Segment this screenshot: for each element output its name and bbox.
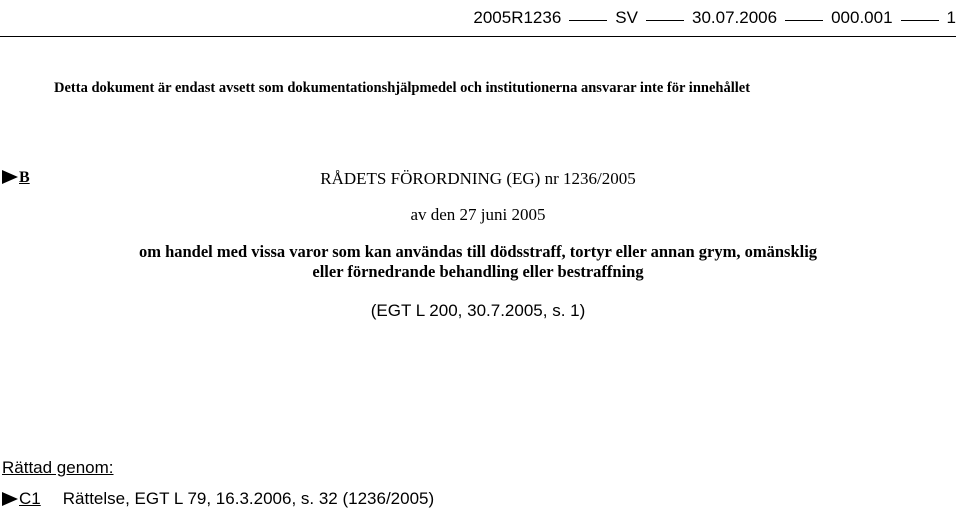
correction-text: Rättelse, EGT L 79, 16.3.2006, s. 32 (1236/2005)	[62, 489, 435, 508]
celex-number: 2005R1236	[473, 8, 562, 27]
header-separator	[785, 20, 823, 21]
correction-item	[2, 489, 434, 509]
correction-code-link[interactable]: C1	[19, 489, 41, 508]
consolidation-date: 30.07.2006	[691, 8, 778, 27]
disclaimer-text: Detta dokument är endast avsett som dokumentationshjälpmedel och institutionerna ansvarar inte för innehållet	[54, 80, 751, 96]
marker-b-label[interactable]: B	[19, 169, 30, 186]
header-separator	[569, 20, 607, 21]
page-number: 1	[946, 8, 956, 27]
regulation-reference: (EGT L 200, 30.7.2005, s. 1)	[370, 301, 586, 320]
regulation-subject-line: eller förnedrande behandling eller bestraffning	[312, 262, 644, 281]
version-number: 000.001	[831, 8, 893, 27]
header-separator	[901, 20, 939, 21]
language-code: SV	[615, 8, 638, 27]
triangle-right-icon	[2, 492, 18, 506]
regulation-subject-line: om handel med vissa varor som kan användas till dödsstraff, tortyr eller annan grym, omänsklig	[138, 242, 818, 261]
regulation-title: RÅDETS FÖRORDNING (EG) nr 1236/2005	[320, 169, 636, 188]
document-header	[0, 0, 956, 37]
regulation-date: av den 27 juni 2005	[410, 205, 546, 224]
corrected-by-label: Rättad genom:	[2, 458, 114, 477]
header-separator	[646, 20, 684, 21]
regulation-subject	[0, 242, 956, 282]
